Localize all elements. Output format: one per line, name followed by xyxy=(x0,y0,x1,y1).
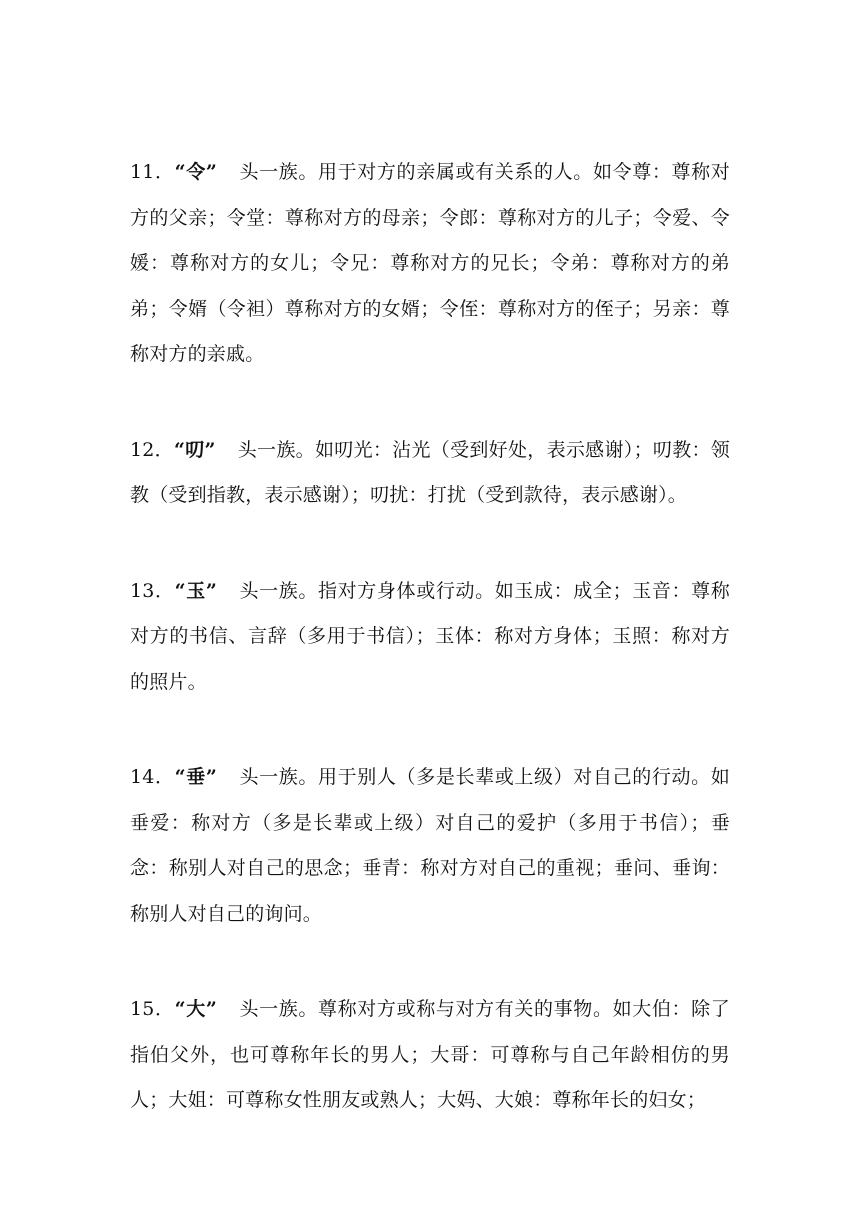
entry-term: “大” xyxy=(174,998,217,1020)
entry-number: 13． xyxy=(130,579,175,602)
entry-term: “叨” xyxy=(173,438,216,461)
entry-term: “令” xyxy=(174,161,217,183)
entry-13 xyxy=(130,569,730,706)
entry-paragraph xyxy=(130,987,730,1124)
entry-paragraph xyxy=(130,569,730,706)
entry-term: “玉” xyxy=(174,579,217,602)
entry-paragraph xyxy=(130,150,730,378)
entry-11 xyxy=(130,150,730,378)
entry-15 xyxy=(130,987,730,1124)
entry-term: “垂” xyxy=(174,766,217,788)
entry-text: 头一族。尊称对方或称与对方有关的事物。如大伯：除了指伯父外，也可尊称年长的男人；大哥：可尊称与自己年龄相仿的男人；大姐：可尊称女性朋友或熟人；大妈、大娘：尊称年长的妇女； xyxy=(130,998,730,1111)
entry-number: 15． xyxy=(130,998,175,1020)
entry-text: 头一族。如叨光：沾光（受到好处，表示感谢）；叨教：领教（受到指教，表示感谢）；叨扰：打扰（受到款待，表示感谢）。 xyxy=(130,438,730,506)
document-page xyxy=(130,150,730,1174)
entry-paragraph xyxy=(130,428,730,519)
entry-text: 头一族。用于对方的亲属或有关系的人。如令尊：尊称对方的父亲；令堂：尊称对方的母亲；令郎：尊称对方的儿子；令爱、令媛：尊称对方的女儿；令兄：尊称对方的兄长；令弟：尊称对方的弟弟；令婿（令袒）尊称对方的女婿；令侄：尊称对方的侄子；另亲：尊称对方的亲戚。 xyxy=(130,161,730,365)
entry-number: 14． xyxy=(130,766,175,788)
entry-number: 11． xyxy=(130,161,175,183)
entry-number: 12． xyxy=(130,438,174,461)
entry-14 xyxy=(130,755,730,937)
entry-paragraph xyxy=(130,755,730,937)
entry-12 xyxy=(130,428,730,519)
entry-text: 头一族。用于别人（多是长辈或上级）对自己的行动。如垂爱：称对方（多是长辈或上级）对自己的爱护（多用于书信）；垂念：称别人对自己的思念；垂青：称对方对自己的重视；垂问、垂询：称别人对自己的询问。 xyxy=(130,766,730,925)
entry-text: 头一族。指对方身体或行动。如玉成：成全；玉音：尊称对方的书信、言辞（多用于书信）；玉体：称对方身体；玉照：称对方的照片。 xyxy=(130,579,730,693)
